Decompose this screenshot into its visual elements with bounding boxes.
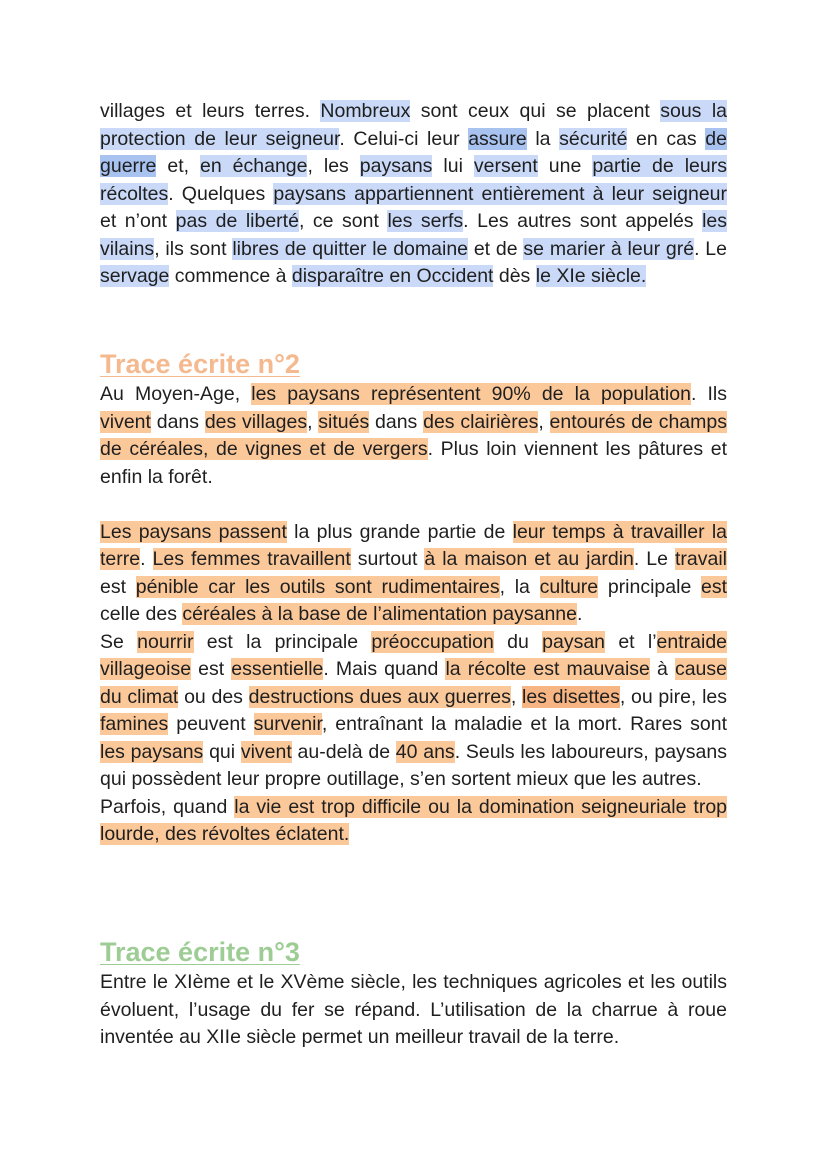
highlighted-text: des villages: [204, 410, 308, 433]
highlighted-text: de guerre: [100, 127, 727, 177]
section2-paragraph-2: Les paysans passent la plus grande partie de leur temps à travailler la terre. Les femmes travaillent surtout à la maison et au jardin. Le travail est pénible car les outils sont rudimentaires, la culture principale est celle des céréales à la base de l’alimentation paysanne.: [100, 520, 728, 625]
highlighted-text: sous la protection de leur seigneur: [100, 100, 727, 150]
highlighted-text: vivent: [240, 740, 292, 763]
section-2: [100, 347, 727, 849]
highlighted-text: les disettes: [521, 685, 620, 708]
highlighted-text: destructions dues aux guerres: [248, 685, 511, 708]
highlighted-text: se marier à leur gré: [523, 237, 695, 260]
highlighted-text: travail: [674, 548, 728, 570]
highlighted-text: Les femmes travaillent: [152, 548, 351, 570]
highlighted-text: Les paysans passent: [100, 520, 287, 543]
highlighted-text: le XIe siècle.: [535, 265, 647, 287]
section2-paragraph-1: Au Moyen-Age, les paysans représentent 90% de la population. Ils vivent dans des villages, situés dans des clairières, entourés de champs de céréales, de vignes et de vergers. Plus loin viennent les pâtures et enfin la forêt.: [100, 383, 727, 488]
highlighted-text: paysans appartiennent entièrement à leur seigneur: [273, 182, 727, 205]
section3-paragraph-1: Entre le XIème et le XVème siècle, les techniques agricoles et les outils évoluent, l’usage du fer se répand. L’utilisation de la charrue à roue inventée au XIIe siècle permet un meilleur travail de la terre.: [100, 971, 727, 1048]
highlighted-text: des clairières: [423, 410, 539, 433]
highlighted-text: les serfs: [387, 210, 464, 232]
highlighted-text: famines: [100, 713, 169, 735]
highlighted-text: nourrir: [137, 630, 194, 653]
section1-paragraph: villages et leurs terres. Nombreux sont ceux qui se placent sous la protection de leur seigneur. Celui-ci leur assure la sécurité en cas de guerre et, en échange, les paysans lui versent une partie de leurs récoltes. Quelques paysans appartiennent entièrement à leur seigneur et n’ont pas de liberté, ce sont les serfs. Les autres sont appelés les vilains, ils sont libres de quitter le domaine et de se marier à leur gré. Le servage commence à disparaître en Occident dès le XIe siècle.: [100, 100, 728, 287]
highlighted-text: à la maison et au jardin: [424, 548, 634, 570]
highlighted-text: céréales à la base de l’alimentation paysanne: [182, 603, 577, 625]
highlighted-text: pénible car les outils sont rudimentaires: [135, 575, 500, 598]
highlighted-text: les vilains: [100, 210, 728, 260]
highlighted-text: disparaître en Occident: [291, 265, 494, 287]
highlighted-text: assure: [468, 127, 527, 150]
highlighted-text: 40 ans: [395, 740, 455, 763]
highlighted-text: vivent: [100, 410, 151, 433]
highlighted-text: est: [700, 575, 727, 598]
section2-paragraph-3: Se nourrir est la principale préoccupation du paysan et l’entraide villageoise est essentielle. Mais quand la récolte est mauvaise à cause du climat ou des destructions dues aux guerres, les disettes, ou pire, les famines peuvent survenir, entraînant la maladie et la mort. Rares sont les paysans qui vivent au-delà de 40 ans. Seuls les laboureurs, paysans qui possèdent leur propre outillage, s’en sortent mieux que les autres.: [100, 630, 728, 790]
highlighted-text: cause du climat: [100, 658, 727, 708]
highlighted-text: leur temps à travailler la terre: [100, 520, 728, 570]
highlighted-text: libres de quitter le domaine: [232, 237, 469, 260]
highlighted-text: versent: [473, 155, 538, 177]
highlighted-text: survenir: [253, 713, 322, 735]
section2-paragraph-4: Parfois, quand la vie est trop difficile ou la domination seigneuriale trop lourde, des révoltes éclatent.: [100, 795, 728, 845]
highlighted-text: les paysans représentent 90% de la population: [251, 383, 691, 405]
section-1: [100, 98, 727, 291]
highlighted-text: les paysans: [100, 740, 204, 763]
highlighted-text: situés: [318, 410, 370, 433]
highlighted-text: sécurité: [559, 127, 628, 150]
highlighted-text: partie de leurs récoltes: [100, 155, 727, 205]
section-3: [100, 935, 727, 1052]
highlighted-text: la vie est trop difficile ou la domination seigneuriale trop lourde, des révoltes éclatent.: [100, 795, 728, 845]
highlighted-text: essentielle: [231, 658, 324, 680]
highlighted-text: Nombreux: [320, 100, 411, 122]
highlighted-text: la récolte est mauvaise: [445, 658, 650, 680]
highlighted-text: paysans: [359, 155, 433, 177]
highlighted-text: paysan: [542, 630, 606, 653]
highlighted-text: entraide villageoise: [100, 630, 728, 680]
highlighted-text: en échange: [200, 155, 308, 177]
highlighted-text: culture: [539, 575, 599, 598]
heading-trace-ecrite-3: Trace écrite n°3: [100, 937, 300, 967]
heading-trace-ecrite-2: Trace écrite n°2: [100, 349, 300, 379]
highlighted-text: préoccupation: [371, 630, 494, 653]
highlighted-text: pas de liberté: [175, 210, 299, 232]
highlighted-text: servage: [100, 265, 170, 287]
highlighted-text: entourés de champs de céréales, de vignes et de vergers: [100, 410, 727, 460]
